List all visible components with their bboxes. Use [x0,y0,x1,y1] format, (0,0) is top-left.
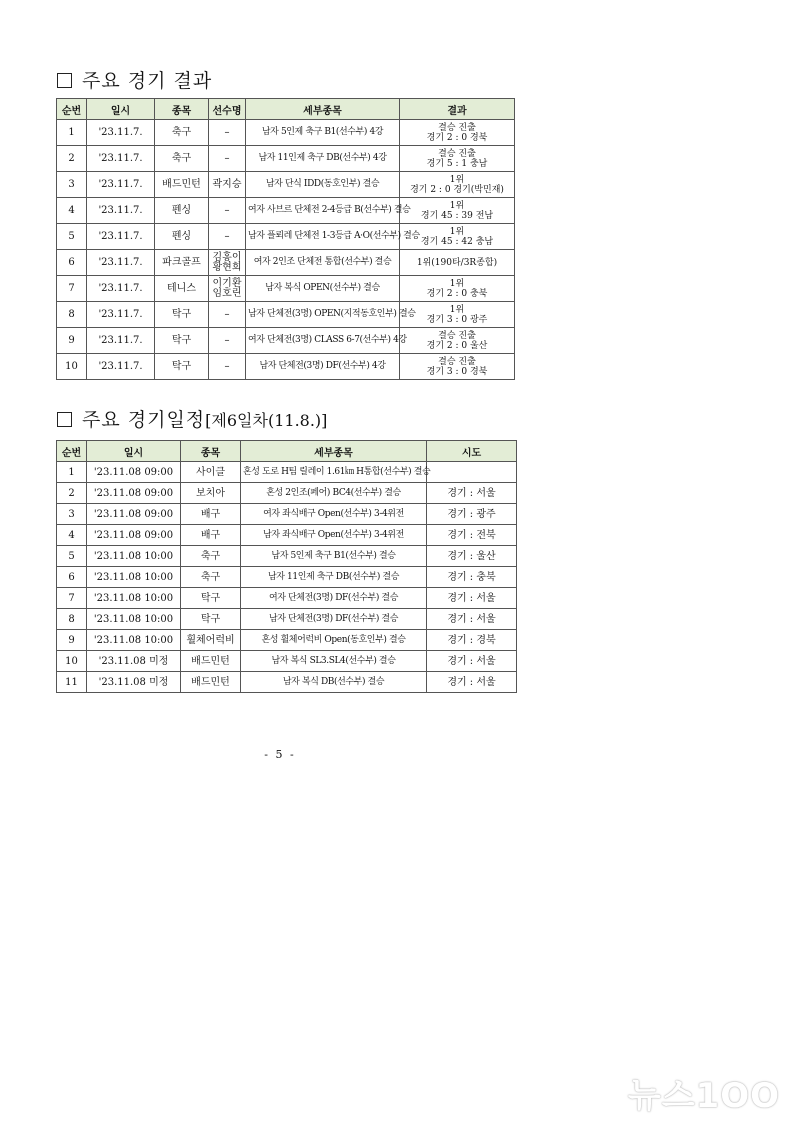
row-datetime: '23.11.08 미정 [87,672,181,693]
result-line: 경기 2 : 0 경북 [426,132,488,143]
result-line: 결승 진출 [438,148,476,159]
row-date: '23.11.7. [87,198,155,224]
result-line: 결승 진출 [438,122,476,133]
row-sport: 탁구 [155,328,209,354]
result-line: 경기 45 : 42 충남 [420,236,494,247]
result-line: 경기 2 : 0 울산 [426,340,488,351]
row-sport: 사이클 [181,462,241,483]
result-line: 결승 진출 [438,356,476,367]
row-sport: 배드민턴 [155,172,209,198]
row-sport: 축구 [181,567,241,588]
row-result [400,276,515,302]
row-detail: 여자 사브르 단체전 2-4등급 B(선수부) 결승 [246,198,400,224]
table-row [57,120,515,146]
row-datetime: '23.11.08 09:00 [87,525,181,546]
row-datetime: '23.11.08 09:00 [87,483,181,504]
row-number: 7 [57,276,87,302]
row-result [400,172,515,198]
result-line: 경기 3 : 0 광주 [426,314,488,325]
row-detail: 여자 단체전(3명) DF(선수부) 결승 [241,588,427,609]
row-detail: 남자 복식 SL3.SL4(선수부) 결승 [241,651,427,672]
row-date: '23.11.7. [87,328,155,354]
row-sport: 배드민턴 [181,651,241,672]
section-results-title: 주요 경기 결과 [82,70,213,92]
row-date: '23.11.7. [87,276,155,302]
row-region: 경기 : 광주 [427,504,517,525]
row-datetime: '23.11.08 10:00 [87,630,181,651]
result-line: 경기 5 : 1 충남 [426,158,488,169]
col-header-result: 결과 [400,99,515,120]
row-date: '23.11.7. [87,224,155,250]
athlete-name: 김홍이 [212,251,242,263]
col-header-sport: 종목 [155,99,209,120]
row-number: 5 [57,224,87,250]
row-number: 10 [57,651,87,672]
row-detail: 혼성 도로 H팀 릴레이 1.61㎞ H통합(선수부) 결승 [241,462,427,483]
row-sport: 탁구 [155,354,209,380]
col-header-region: 시도 [427,441,517,462]
row-date: '23.11.7. [87,302,155,328]
row-result [400,120,515,146]
athlete-name: – [224,360,230,372]
row-number: 1 [57,462,87,483]
checkbox-square-icon [57,412,72,427]
row-sport: 축구 [181,546,241,567]
table-row [57,328,515,354]
row-datetime: '23.11.08 10:00 [87,546,181,567]
row-sport: 테니스 [155,276,209,302]
row-number: 4 [57,525,87,546]
athlete-name: – [224,152,230,164]
row-athletes [209,302,246,328]
result-line: 1위 [449,200,465,211]
table-row [57,224,515,250]
table-row [57,630,517,651]
row-sport: 보치아 [181,483,241,504]
result-line: 1위(190타/3R종합) [416,257,498,268]
result-line: 경기 45 : 39 전남 [420,210,494,221]
table-row [57,651,517,672]
result-line: 1위 [449,174,465,185]
row-date: '23.11.7. [87,250,155,276]
col-header-detail: 세부종목 [241,441,427,462]
row-number: 6 [57,250,87,276]
result-line: 경기 3 : 0 경북 [426,366,488,377]
row-detail: 남자 단체전(3명) DF(선수부) 4강 [246,354,400,380]
row-result [400,354,515,380]
athlete-name: – [224,230,230,242]
table-row [57,546,517,567]
section-results-heading [57,66,212,93]
row-athletes [209,224,246,250]
row-detail: 남자 플뢰레 단체전 1-3등급 A·O(선수부) 결승 [246,224,400,250]
row-datetime: '23.11.08 10:00 [87,609,181,630]
row-detail: 여자 단체전(3명) CLASS 6-7(선수부) 4강 [246,328,400,354]
row-region: 경기 : 충북 [427,567,517,588]
row-sport: 펜싱 [155,198,209,224]
row-number: 8 [57,609,87,630]
row-sport: 펜싱 [155,224,209,250]
row-number: 10 [57,354,87,380]
section-schedule-title: 주요 경기일정 [82,409,206,431]
row-athletes [209,276,246,302]
row-sport: 파크골프 [155,250,209,276]
row-region: 경기 : 울산 [427,546,517,567]
row-result [400,302,515,328]
news-watermark-logo: 뉴스1OO [627,1076,780,1116]
table-row [57,250,515,276]
row-date: '23.11.7. [87,354,155,380]
row-detail: 남자 단식 IDD(동호인부) 결승 [246,172,400,198]
row-sport: 배구 [181,525,241,546]
result-line: 경기 2 : 0 충북 [426,288,488,299]
col-header-no: 순번 [57,99,87,120]
row-number: 3 [57,172,87,198]
row-result [400,198,515,224]
table-row [57,672,517,693]
row-sport: 배드민턴 [181,672,241,693]
row-region: 경기 : 서울 [427,672,517,693]
athlete-name: – [224,308,230,320]
row-datetime: '23.11.08 09:00 [87,462,181,483]
row-athletes [209,250,246,276]
result-line: 1위 [449,304,465,315]
checkbox-square-icon [57,73,72,88]
row-number: 4 [57,198,87,224]
row-athletes [209,198,246,224]
row-number: 9 [57,630,87,651]
row-sport: 휠체어럭비 [181,630,241,651]
row-number: 9 [57,328,87,354]
row-number: 6 [57,567,87,588]
athlete-name: – [224,334,230,346]
results-header-row [57,99,515,120]
table-row [57,504,517,525]
athlete-name: – [224,126,230,138]
row-sport: 탁구 [181,588,241,609]
row-athletes [209,328,246,354]
row-region: 경기 : 서울 [427,609,517,630]
section-schedule-heading [57,405,327,432]
table-row [57,172,515,198]
result-line: 1위 [449,226,465,237]
table-row [57,198,515,224]
col-header-datetime: 일시 [87,441,181,462]
row-region: 경기 : 전북 [427,525,517,546]
row-datetime: '23.11.08 미정 [87,651,181,672]
table-row [57,567,517,588]
row-region [427,462,517,483]
row-date: '23.11.7. [87,146,155,172]
row-detail: 남자 11인제 축구 DB(선수부) 4강 [246,146,400,172]
row-datetime: '23.11.08 10:00 [87,567,181,588]
row-number: 7 [57,588,87,609]
row-detail: 남자 5인제 축구 B1(선수부) 결승 [241,546,427,567]
col-header-no: 순번 [57,441,87,462]
row-number: 5 [57,546,87,567]
row-number: 2 [57,146,87,172]
row-detail: 남자 복식 OPEN(선수부) 결승 [246,276,400,302]
row-date: '23.11.7. [87,120,155,146]
table-row [57,354,515,380]
result-line: 결승 진출 [438,330,476,341]
row-datetime: '23.11.08 09:00 [87,504,181,525]
row-detail: 여자 좌식배구 Open(선수부) 3-4위전 [241,504,427,525]
row-detail: 혼성 휠체어럭비 Open(동호인부) 결승 [241,630,427,651]
row-detail: 남자 단체전(3명) DF(선수부) 결승 [241,609,427,630]
row-result [400,250,515,276]
schedule-table [56,440,517,693]
row-detail: 남자 좌식배구 Open(선수부) 3-4위전 [241,525,427,546]
table-row [57,146,515,172]
row-region: 경기 : 서울 [427,588,517,609]
row-result [400,146,515,172]
row-region: 경기 : 서울 [427,651,517,672]
row-sport: 축구 [155,146,209,172]
row-sport: 축구 [155,120,209,146]
row-athletes [209,354,246,380]
table-row [57,525,517,546]
athlete-name: – [224,204,230,216]
row-date: '23.11.7. [87,172,155,198]
table-row [57,609,517,630]
row-detail: 남자 5인제 축구 B1(선수부) 4강 [246,120,400,146]
row-detail: 여자 2인조 단체전 통합(선수부) 결승 [246,250,400,276]
athlete-name: 이기환 [212,277,242,289]
result-line: 1위 [449,278,465,289]
results-table [56,98,515,380]
row-sport: 탁구 [155,302,209,328]
row-region: 경기 : 서울 [427,483,517,504]
section-schedule-subtitle: [제6일차(11.8.)] [205,411,328,430]
table-row [57,588,517,609]
row-number: 11 [57,672,87,693]
row-detail: 남자 11인제 축구 DB(선수부) 결승 [241,567,427,588]
row-datetime: '23.11.08 10:00 [87,588,181,609]
page-number: - 5 - [264,748,296,761]
athlete-name: 임호린 [212,287,242,299]
row-sport: 배구 [181,504,241,525]
col-header-date: 일시 [87,99,155,120]
schedule-header-row [57,441,517,462]
row-result [400,328,515,354]
row-sport: 탁구 [181,609,241,630]
row-region: 경기 : 경북 [427,630,517,651]
result-line: 경기 2 : 0 경기(박민재) [410,184,504,195]
col-header-sport: 종목 [181,441,241,462]
table-row [57,302,515,328]
row-number: 8 [57,302,87,328]
row-athletes [209,146,246,172]
table-row [57,276,515,302]
row-number: 3 [57,504,87,525]
row-detail: 남자 복식 DB(선수부) 결승 [241,672,427,693]
row-detail: 혼성 2인조(페어) BC4(선수부) 결승 [241,483,427,504]
athlete-name: 황현희 [212,261,242,273]
col-header-detail: 세부종목 [246,99,400,120]
row-athletes [209,120,246,146]
athlete-name: 곽지승 [212,178,242,190]
row-number: 2 [57,483,87,504]
row-detail: 남자 단체전(3명) OPEN(지적동호인부) 결승 [246,302,400,328]
col-header-athlete: 선수명 [209,99,246,120]
row-number: 1 [57,120,87,146]
table-row [57,483,517,504]
row-athletes [209,172,246,198]
table-row [57,462,517,483]
